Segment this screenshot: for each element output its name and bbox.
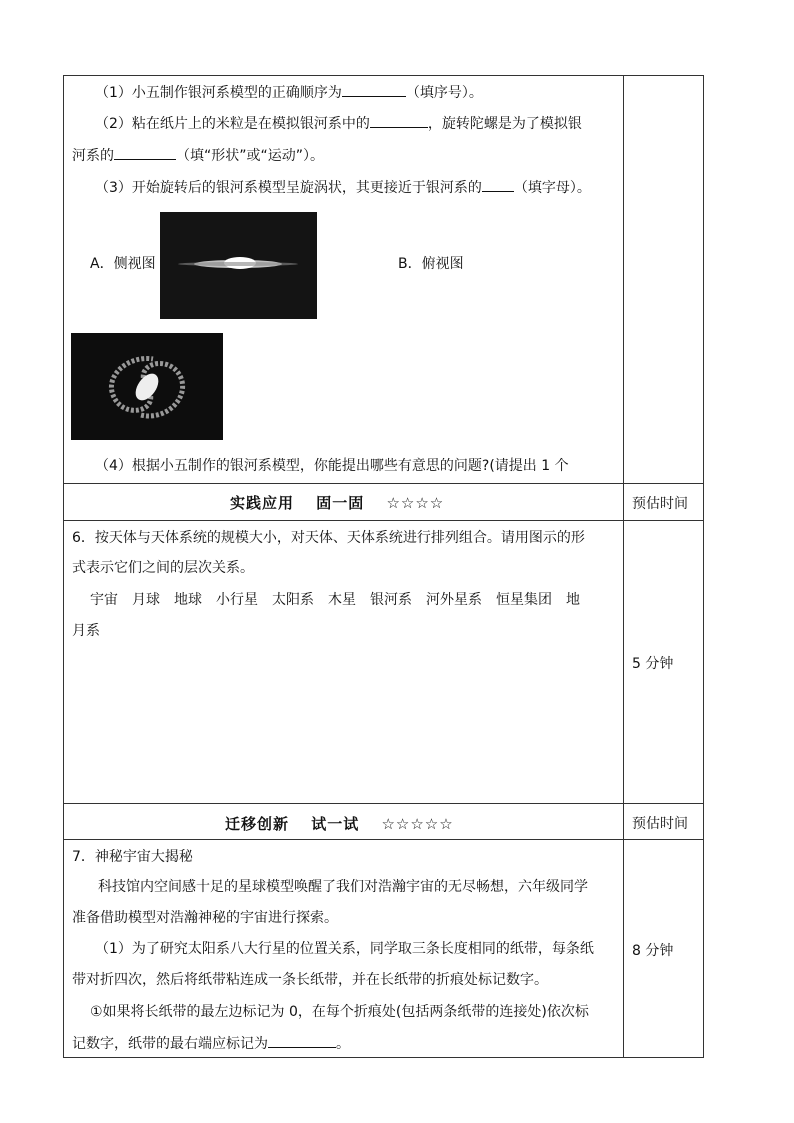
q5-sub3: （3）开始旋转后的银河系模型呈旋涡状，其更接近于银河系的 （填字母）。 — [95, 177, 591, 198]
q6-line2: 式表示它们之间的层次关系。 — [72, 560, 254, 576]
q7-sub1: （1）为了研究太阳系八大行星的位置关系，同学取三条长度相同的纸带，每条纸 — [95, 941, 594, 957]
option-a-label: A．侧视图 — [90, 256, 156, 272]
q7-para1-cont: 准备借助模型对浩瀚神秘的宇宙进行探索。 — [72, 910, 338, 926]
q7-sub1-cont: 带对折四次，然后将纸带粘连成一条长纸带，并在长纸带的折痕处标记数字。 — [72, 972, 548, 988]
q7-para1: 科技馆内空间感十足的星球模型唤醒了我们对浩瀚宇宙的无尽畅想，六年级同学 — [98, 879, 588, 895]
q6-line1: 6．按天体与天体系统的规模大小，对天体、天体系统进行排列组合。请用图示的形 — [72, 530, 585, 546]
q7-sub1-item1: ①如果将长纸带的最左边标记为 0，在每个折痕处(包括两条纸带的连接处)依次标 — [90, 1004, 589, 1020]
q7-sub1-item1-cont: 记数字，纸带的最右端应标记为 。 — [72, 1033, 350, 1054]
q6-items: 宇宙 月球 地球 小行星 太阳系 木星 银河系 河外星系 恒星集团 地 — [90, 592, 580, 608]
q5-sub1: （1）小五制作银河系模型的正确顺序为 （填序号）。 — [95, 82, 483, 103]
q5-sub2-line2: 河系的 （填“形状”或“运动”）。 — [72, 145, 324, 166]
galaxy-side-view-image — [160, 212, 317, 319]
practice-time-label: 预估时间 — [632, 496, 688, 512]
answer-blank[interactable] — [370, 113, 428, 128]
practice-section-title: 实践应用 固一固 ☆☆☆☆ — [230, 494, 445, 512]
answer-blank[interactable] — [482, 177, 514, 192]
q5-sub4: （4）根据小五制作的银河系模型，你能提出哪些有意思的问题?(请提出 1 个 — [95, 458, 569, 474]
row-divider — [64, 803, 703, 804]
q7-title: 7．神秘宇宙大揭秘 — [72, 849, 193, 865]
transfer-time-label: 预估时间 — [632, 816, 688, 832]
practice-time-value: 5 分钟 — [632, 656, 674, 672]
answer-blank[interactable] — [342, 82, 406, 97]
answer-blank[interactable] — [114, 145, 176, 160]
transfer-time-value: 8 分钟 — [632, 943, 674, 959]
row-divider — [64, 483, 703, 484]
galaxy-top-view-image — [71, 333, 223, 440]
transfer-section-title: 迁移创新 试一试 ☆☆☆☆☆ — [225, 815, 454, 833]
q6-items-cont: 月系 — [72, 623, 100, 639]
column-divider — [623, 76, 624, 1057]
option-b-label: B．俯视图 — [398, 256, 464, 272]
row-divider — [64, 839, 703, 840]
q5-sub2: （2）粘在纸片上的米粒是在模拟银河系中的 ，旋转陀螺是为了模拟银 — [95, 113, 582, 134]
answer-blank[interactable] — [268, 1033, 336, 1048]
row-divider — [64, 520, 703, 521]
